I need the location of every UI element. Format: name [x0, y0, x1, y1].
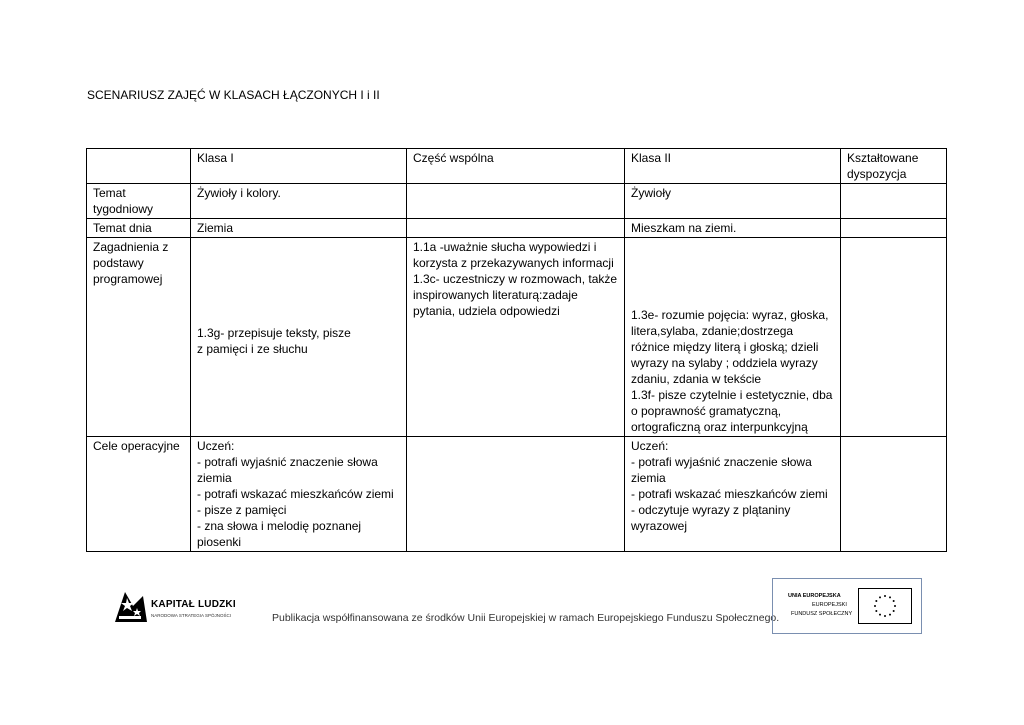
row-label: Zagadnienia z podstawy programowej [87, 238, 191, 437]
table-row [87, 437, 947, 552]
eu-star [884, 615, 886, 617]
cell-klasa2 [625, 238, 841, 437]
eu-star [879, 596, 881, 598]
document-title: SCENARIUSZ ZAJĘĆ W KLASACH ŁĄCZONYCH I i II [87, 88, 380, 102]
eu-star [879, 614, 881, 616]
cell-dyspozycje [841, 437, 947, 552]
eu-star [884, 595, 886, 597]
eu-star [875, 600, 877, 602]
kapital-ludzki-emblem-icon [115, 592, 147, 622]
lesson-plan-table [86, 148, 947, 552]
row-label: Temat tygodniowy [87, 184, 191, 219]
cell-wspolna [407, 437, 625, 552]
eu-star [889, 614, 891, 616]
cell-klasa1: Ziemia [191, 219, 407, 238]
cell-klasa1 [191, 238, 407, 437]
eu-star [894, 605, 896, 607]
kapital-ludzki-name: KAPITAŁ LUDZKI [151, 599, 236, 610]
table-row [87, 238, 947, 437]
cell-dyspozycje [841, 238, 947, 437]
cell-klasa1: Uczeń: - potrafi wyjaśnić znaczenie słowa ziemia - potrafi wskazać mieszkańców ziemi - pisze z pamięci - zna słowa i melodię poznanej piosenki [191, 437, 407, 552]
table-row [87, 219, 947, 238]
eu-star [893, 610, 895, 612]
cell-wspolna [407, 184, 625, 219]
eu-star [875, 610, 877, 612]
cell-klasa2-text: 1.3e- rozumie pojęcia: wyraz, głoska, litera,sylaba, zdanie;dostrzega różnice między literą i głoską; dzieli wyrazy na sylaby ; oddziela wyrazy zdaniu, zdania w tekście 1.3f- pisze czytelnie i estetycznie, dba o poprawność gramatyczną, ortograficzną oraz interpunkcyjną [631, 308, 833, 434]
header-cell-dyspozycje: Kształtowane dyspozycja [841, 149, 947, 184]
cell-klasa2: Uczeń: - potrafi wyjaśnić znaczenie słowa ziemia - potrafi wskazać mieszkańców ziemi - odczytuje wyrazy z plątaniny wyrazowej [625, 437, 841, 552]
table-row [87, 184, 947, 219]
kapital-ludzki-subtitle: NARODOWA STRATEGIA SPÓJNOŚCI [151, 613, 232, 618]
cell-klasa1-text: 1.3g- przepisuje teksty, pisze z pamięci i ze słuchu [197, 326, 351, 356]
eu-line-1: UNIA EUROPEJSKA [788, 593, 841, 599]
row-label: Temat dnia [87, 219, 191, 238]
row-label: Cele operacyjne [87, 437, 191, 552]
cell-wspolna: 1.1a -uważnie słucha wypowiedzi i korzysta z przekazywanych informacji 1.3c- uczestniczy w rozmowach, także inspirowanych literaturą:zadaje pytania, udziela odpowiedzi [407, 238, 625, 437]
publication-note: Publikacja współfinansowana ze środków Unii Europejskiej w ramach Europejskiego Funduszu Społecznego. [272, 612, 780, 624]
header-cell-klasa1: Klasa I [191, 149, 407, 184]
cell-klasa2: Mieszkam na ziemi. [625, 219, 841, 238]
cell-dyspozycje [841, 184, 947, 219]
header-cell-empty [87, 149, 191, 184]
eu-star [889, 596, 891, 598]
eu-star [874, 605, 876, 607]
eu-line-2: EUROPEJSKI [812, 602, 847, 608]
cell-dyspozycje [841, 219, 947, 238]
header-cell-klasa2: Klasa II [625, 149, 841, 184]
cell-klasa1: Żywioły i kolory. [191, 184, 407, 219]
eu-star [893, 600, 895, 602]
table-header-row [87, 149, 947, 184]
header-cell-wspolna: Część wspólna [407, 149, 625, 184]
cell-wspolna [407, 219, 625, 238]
eu-line-3: FUNDUSZ SPOŁECZNY [791, 611, 853, 617]
cell-klasa2: Żywioły [625, 184, 841, 219]
eu-flag-icon [858, 588, 912, 624]
